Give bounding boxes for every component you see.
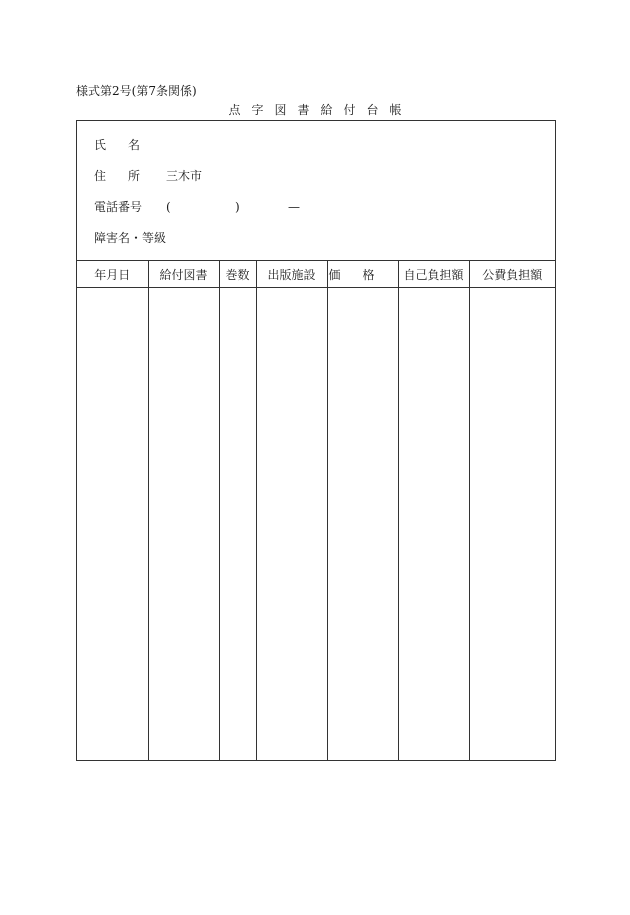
column-header-book: 給付図書 bbox=[148, 261, 219, 288]
phone-row bbox=[94, 199, 300, 215]
disability-row bbox=[94, 230, 166, 246]
cell-price[interactable] bbox=[327, 288, 398, 761]
column-header-date: 年月日 bbox=[77, 261, 148, 288]
applicant-info bbox=[77, 121, 555, 260]
column-header-publisher: 出版施設 bbox=[256, 261, 327, 288]
address-label: 住所 bbox=[94, 169, 163, 183]
ledger-form bbox=[76, 120, 556, 761]
cell-book[interactable] bbox=[148, 288, 219, 761]
column-header-self-pay: 自己負担額 bbox=[398, 261, 469, 288]
table-header-row bbox=[77, 261, 555, 288]
document-title: 点字図書給付台帳 bbox=[228, 103, 413, 117]
column-header-volumes: 巻数 bbox=[219, 261, 256, 288]
phone-label: 電話番号 bbox=[94, 200, 143, 214]
cell-self-pay[interactable] bbox=[398, 288, 469, 761]
column-header-price: 価格 bbox=[327, 261, 398, 288]
name-row bbox=[94, 137, 162, 153]
table-row bbox=[77, 288, 555, 761]
name-label: 氏名 bbox=[94, 138, 163, 152]
disability-label: 障害名・等級 bbox=[94, 231, 167, 245]
address-row bbox=[94, 168, 203, 184]
form-reference: 様式第2号(第7条関係) bbox=[76, 84, 197, 98]
address-value: 三木市 bbox=[166, 169, 203, 183]
cell-volumes[interactable] bbox=[219, 288, 256, 761]
phone-open-paren: ( bbox=[166, 200, 171, 214]
ledger-table bbox=[77, 260, 555, 760]
column-header-public-pay: 公費負担額 bbox=[469, 261, 555, 288]
phone-dash: — bbox=[288, 200, 300, 214]
phone-close-paren: ) bbox=[235, 200, 240, 214]
cell-publisher[interactable] bbox=[256, 288, 327, 761]
cell-public-pay[interactable] bbox=[469, 288, 555, 761]
cell-date[interactable] bbox=[77, 288, 148, 761]
